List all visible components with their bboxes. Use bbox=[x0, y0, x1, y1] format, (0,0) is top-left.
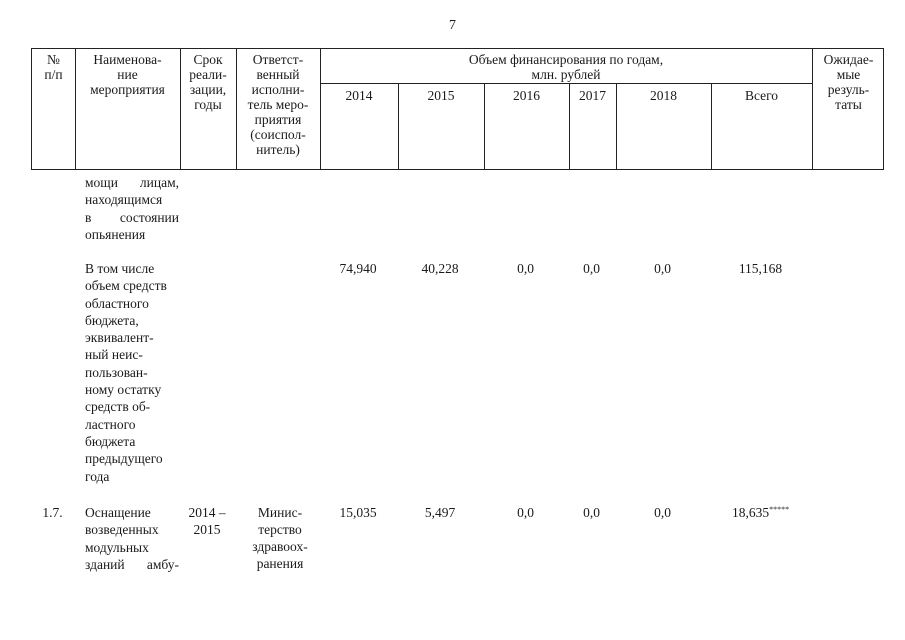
header-year-2018: 2018 bbox=[650, 88, 677, 103]
row-1-7-2018: 0,0 bbox=[654, 505, 671, 520]
row-1-7-2017: 0,0 bbox=[583, 505, 600, 520]
header-year-2017: 2017 bbox=[579, 88, 606, 103]
subtotal-2016: 0,0 bbox=[517, 261, 534, 276]
table-header bbox=[31, 48, 884, 170]
row-1-7-term: 2014 – 2015 bbox=[188, 505, 226, 537]
footnote-marker: ***** bbox=[769, 505, 790, 514]
row-1-7-total: 18,635***** bbox=[731, 505, 790, 520]
subtotal-2014: 74,940 bbox=[339, 261, 377, 276]
row-1-7-2016: 0,0 bbox=[517, 505, 534, 520]
header-year-2014: 2014 bbox=[345, 88, 373, 103]
header-responsible: Ответст- венный исполни- тель меро- приятия (соиспол- нитель) bbox=[247, 52, 309, 157]
continuation-text: мощи лицам, находящимся в состоянии опьянения bbox=[85, 175, 179, 242]
row-1-7-name: Оснащение возведенных модульных зданий амбу- bbox=[85, 505, 179, 572]
header-year-2015: 2015 bbox=[427, 88, 455, 103]
header-term: Срок реали- зации, годы bbox=[189, 52, 227, 112]
subtotal-2018: 0,0 bbox=[654, 261, 671, 276]
subtotal-2015: 40,228 bbox=[421, 261, 459, 276]
header-num: № п/п bbox=[44, 52, 63, 82]
row-1-7-num: 1.7. bbox=[42, 505, 63, 520]
header-expected: Ожидае- мые резуль- таты bbox=[823, 52, 874, 112]
header-year-2016: 2016 bbox=[513, 88, 540, 103]
row-1-7-2014: 15,035 bbox=[339, 505, 377, 520]
row-1-7-2015: 5,497 bbox=[424, 505, 456, 520]
subtotal-2017: 0,0 bbox=[583, 261, 600, 276]
header-funding: Объем финансирования по годам, млн. рублей bbox=[468, 52, 664, 82]
header-total: Всего bbox=[744, 88, 779, 103]
header-name: Наименова- ние мероприятия bbox=[90, 52, 165, 97]
subtotal-name: В том числе объем средств областного бюджета, эквивалент- ный неис- пользован- ному остатку средств об- ластного бюджета предыдущего года bbox=[85, 261, 167, 484]
page-number: 7 bbox=[449, 18, 456, 33]
subtotal-total: 115,168 bbox=[738, 261, 783, 276]
row-1-7-responsible: Минис- терство здравоох- ранения bbox=[252, 505, 308, 571]
